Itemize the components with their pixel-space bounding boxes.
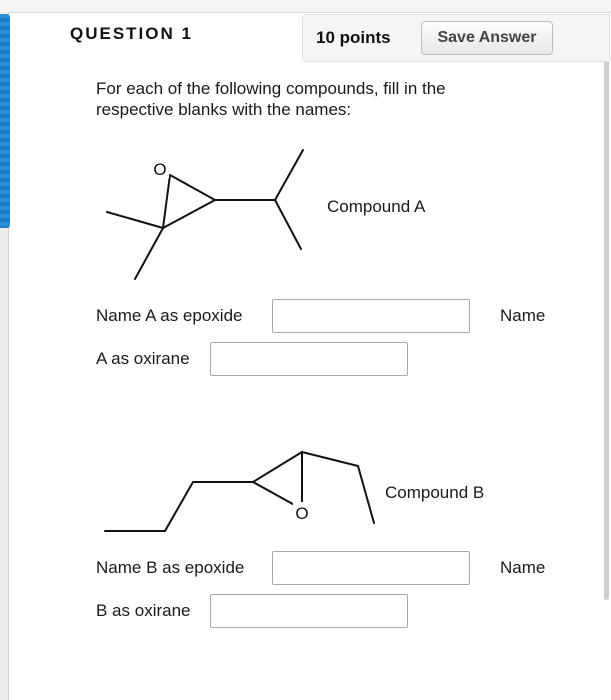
compound-b-oxirane-prompt: B as oxirane: [96, 601, 191, 620]
compound-b-oxirane-input[interactable]: [210, 594, 408, 628]
compound-a-name-prompt: Name: [500, 306, 546, 325]
compound-b-name-prompt: Name: [500, 558, 546, 577]
bond-b-chain-2: [165, 482, 193, 531]
compound-a-oxygen-label: O: [153, 160, 167, 179]
question-title: QUESTION 1: [70, 24, 193, 43]
bond-b-c1-o: [253, 482, 300, 508]
save-answer-button[interactable]: Save Answer: [421, 21, 553, 55]
bond-b-c1-c2: [253, 452, 302, 482]
points-value: 10 points: [316, 28, 391, 47]
compound-b-label: Compound B: [385, 483, 485, 502]
bond-b-c3-c4: [358, 466, 374, 523]
compound-a-label: Compound A: [327, 197, 426, 216]
compound-a-oxirane-prompt: A as oxirane: [96, 349, 190, 368]
bond-b-c2-c3: [302, 452, 358, 466]
compound-b-epoxide-input[interactable]: [272, 551, 470, 585]
question-prompt: For each of the following compounds, fill in the respective blanks with the names:: [96, 79, 446, 119]
compound-a-epoxide-prompt: Name A as epoxide: [96, 306, 243, 325]
compound-b-epoxide-prompt: Name B as epoxide: [96, 558, 245, 577]
compound-b-oxygen-label: O: [295, 504, 309, 523]
